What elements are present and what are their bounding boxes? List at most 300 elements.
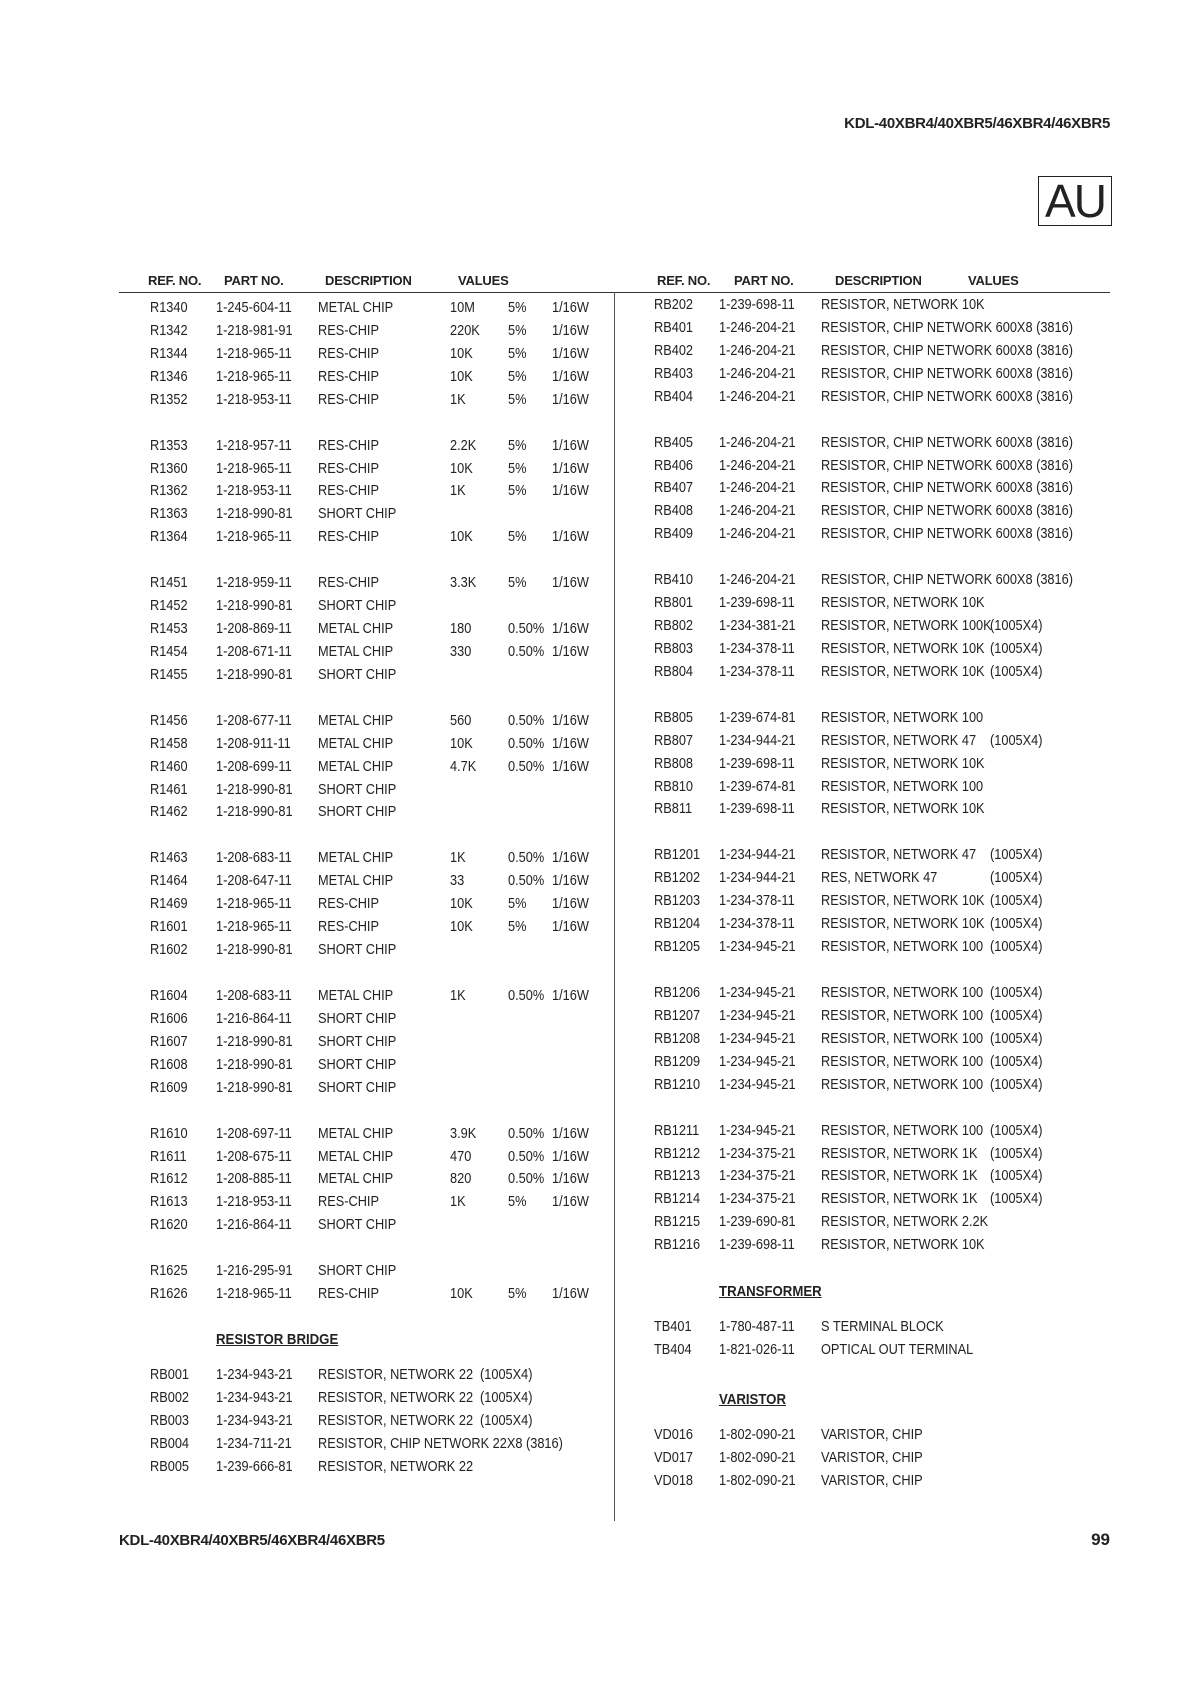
package: (1005X4) bbox=[990, 939, 1043, 955]
part-no: 1-218-990-81 bbox=[216, 1056, 293, 1073]
description: METAL CHIP bbox=[318, 850, 394, 867]
part-no: 1-208-869-11 bbox=[216, 621, 292, 637]
description: RESISTOR, NETWORK 47 bbox=[821, 732, 977, 749]
column-header-right-ref: REF. NO. bbox=[657, 273, 711, 288]
part-no: 1-246-204-21 bbox=[719, 503, 796, 520]
package: (1005X4) bbox=[990, 640, 1043, 657]
ref-no: RB1206 bbox=[654, 985, 701, 1001]
part-no: 1-246-204-21 bbox=[719, 457, 796, 474]
value: 220K bbox=[450, 322, 480, 339]
value: 33 bbox=[450, 873, 465, 890]
ref-no: R1458 bbox=[150, 735, 188, 752]
tolerance: 5% bbox=[508, 345, 527, 362]
ref-no: R1340 bbox=[150, 300, 188, 316]
part-no: 1-218-990-81 bbox=[216, 666, 293, 683]
part-no: 1-218-965-11 bbox=[216, 368, 292, 385]
rating: 1/16W bbox=[552, 460, 589, 477]
part-no: 1-218-953-11 bbox=[216, 1194, 292, 1211]
rating: 1/16W bbox=[552, 575, 589, 592]
description: METAL CHIP bbox=[318, 712, 394, 729]
ref-no: RB1209 bbox=[654, 1053, 701, 1070]
description: RESISTOR, NETWORK 10K bbox=[821, 595, 985, 612]
value: 10M bbox=[450, 300, 475, 316]
package: (1005X4) bbox=[990, 732, 1043, 749]
description: METAL CHIP bbox=[318, 643, 394, 660]
ref-no: RB1204 bbox=[654, 916, 701, 933]
tolerance: 0.50% bbox=[508, 873, 545, 890]
description: METAL CHIP bbox=[318, 1171, 394, 1188]
ref-no: RB409 bbox=[654, 526, 694, 543]
part-no: 1-208-675-11 bbox=[216, 1148, 292, 1165]
description: VARISTOR, CHIP bbox=[821, 1472, 923, 1489]
ref-no: R1607 bbox=[150, 1033, 188, 1050]
tolerance: 5% bbox=[508, 896, 527, 913]
ref-no: R1363 bbox=[150, 506, 188, 523]
part-no: 1-239-698-11 bbox=[719, 801, 795, 818]
ref-no: RB402 bbox=[654, 342, 694, 359]
description: RES-CHIP bbox=[318, 1194, 379, 1211]
ref-no: RB404 bbox=[654, 388, 694, 405]
part-no: 1-234-943-21 bbox=[216, 1367, 293, 1383]
description: RESISTOR, NETWORK 1K bbox=[821, 1168, 978, 1185]
description: RESISTOR, NETWORK 10K bbox=[821, 755, 985, 772]
description: RESISTOR, CHIP NETWORK 600X8 (3816) bbox=[821, 319, 1073, 336]
ref-no: R1610 bbox=[150, 1125, 188, 1142]
ref-no: RB202 bbox=[654, 297, 694, 313]
value: 470 bbox=[450, 1148, 472, 1165]
ref-no: RB401 bbox=[654, 319, 694, 336]
package: (1005X4) bbox=[990, 1168, 1043, 1185]
part-no: 1-234-945-21 bbox=[719, 1030, 796, 1047]
description: RES-CHIP bbox=[318, 460, 379, 477]
description: RESISTOR, NETWORK 10K bbox=[821, 663, 985, 680]
ref-no: R1604 bbox=[150, 988, 188, 1004]
ref-no: RB403 bbox=[654, 365, 694, 382]
tolerance: 0.50% bbox=[508, 1148, 545, 1165]
ref-no: RB810 bbox=[654, 778, 694, 795]
part-no: 1-239-698-11 bbox=[719, 755, 795, 772]
description: RESISTOR, NETWORK 10K bbox=[821, 916, 985, 933]
value: 820 bbox=[450, 1171, 472, 1188]
column-header-left-part: PART NO. bbox=[224, 273, 284, 288]
page-number: 99 bbox=[1091, 1530, 1110, 1549]
part-no: 1-218-965-11 bbox=[216, 896, 292, 913]
description: RESISTOR, NETWORK 22 bbox=[318, 1367, 474, 1383]
description: RESISTOR, NETWORK 1K bbox=[821, 1145, 978, 1162]
description: SHORT CHIP bbox=[318, 1263, 397, 1280]
package: (1005X4) bbox=[990, 870, 1043, 887]
ref-no: RB807 bbox=[654, 732, 694, 749]
part-no: 1-234-375-21 bbox=[719, 1145, 796, 1162]
part-no: 1-218-990-81 bbox=[216, 942, 293, 958]
ref-no: RB808 bbox=[654, 755, 694, 772]
ref-no: R1455 bbox=[150, 666, 188, 683]
rating: 1/16W bbox=[552, 1171, 589, 1188]
rating: 1/16W bbox=[552, 712, 589, 729]
description: SHORT CHIP bbox=[318, 781, 397, 798]
value: 3.9K bbox=[450, 1125, 477, 1142]
description: SHORT CHIP bbox=[318, 804, 397, 821]
part-no: 1-802-090-21 bbox=[719, 1472, 796, 1489]
description: METAL CHIP bbox=[318, 873, 394, 890]
tolerance: 5% bbox=[508, 460, 527, 477]
part-no: 1-246-204-21 bbox=[719, 342, 796, 359]
part-no: 1-208-697-11 bbox=[216, 1125, 292, 1142]
part-no: 1-218-957-11 bbox=[216, 437, 292, 454]
part-no: 1-234-375-21 bbox=[719, 1168, 796, 1185]
ref-no: R1609 bbox=[150, 1079, 188, 1096]
ref-no: RB804 bbox=[654, 663, 694, 680]
ref-no: RB1205 bbox=[654, 939, 701, 955]
part-no: 1-218-953-11 bbox=[216, 483, 292, 500]
ref-no: R1352 bbox=[150, 391, 188, 408]
description: RESISTOR, NETWORK 100 bbox=[821, 1007, 984, 1024]
part-no: 1-234-943-21 bbox=[216, 1389, 293, 1406]
value: 1K bbox=[450, 1194, 466, 1211]
ref-no: RB805 bbox=[654, 709, 694, 726]
description: RESISTOR, NETWORK 100 bbox=[821, 1122, 984, 1139]
description: S TERMINAL BLOCK bbox=[821, 1319, 944, 1335]
ref-no: R1463 bbox=[150, 850, 188, 867]
rating: 1/16W bbox=[552, 1125, 589, 1142]
part-no: 1-218-965-11 bbox=[216, 460, 292, 477]
description: RES-CHIP bbox=[318, 322, 379, 339]
rating: 1/16W bbox=[552, 483, 589, 500]
rating: 1/16W bbox=[552, 391, 589, 408]
ref-no: R1452 bbox=[150, 598, 188, 615]
part-no: 1-234-945-21 bbox=[719, 939, 796, 955]
rating: 1/16W bbox=[552, 621, 589, 637]
ref-no: R1625 bbox=[150, 1263, 188, 1280]
rating: 1/16W bbox=[552, 1286, 589, 1303]
description: SHORT CHIP bbox=[318, 1010, 397, 1027]
description: SHORT CHIP bbox=[318, 1217, 397, 1234]
part-no: 1-239-674-81 bbox=[719, 778, 796, 795]
ref-no: R1611 bbox=[150, 1148, 187, 1165]
rating: 1/16W bbox=[552, 988, 589, 1004]
tolerance: 5% bbox=[508, 919, 527, 936]
part-no: 1-239-698-11 bbox=[719, 297, 795, 313]
description: SHORT CHIP bbox=[318, 598, 397, 615]
package: (1005X4) bbox=[480, 1367, 533, 1383]
ref-no: RB802 bbox=[654, 618, 694, 634]
value: 10K bbox=[450, 735, 473, 752]
part-no: 1-239-690-81 bbox=[719, 1214, 796, 1231]
ref-no: RB801 bbox=[654, 595, 694, 612]
description: RESISTOR, CHIP NETWORK 600X8 (3816) bbox=[821, 388, 1073, 405]
value: 1K bbox=[450, 483, 466, 500]
ref-no: RB001 bbox=[150, 1367, 190, 1383]
tolerance: 0.50% bbox=[508, 643, 545, 660]
part-no: 1-245-604-11 bbox=[216, 300, 292, 316]
ref-no: RB1211 bbox=[654, 1122, 700, 1139]
rating: 1/16W bbox=[552, 919, 589, 936]
description: RESISTOR, NETWORK 10K bbox=[821, 640, 985, 657]
part-no: 1-208-683-11 bbox=[216, 988, 292, 1004]
ref-no: R1456 bbox=[150, 712, 188, 729]
part-no: 1-218-959-11 bbox=[216, 575, 292, 592]
part-no: 1-218-965-11 bbox=[216, 1286, 292, 1303]
tolerance: 0.50% bbox=[508, 758, 545, 775]
ref-no: R1613 bbox=[150, 1194, 188, 1211]
rating: 1/16W bbox=[552, 368, 589, 385]
ref-no: R1451 bbox=[150, 575, 188, 592]
rating: 1/16W bbox=[552, 873, 589, 890]
value: 560 bbox=[450, 712, 472, 729]
package: (1005X4) bbox=[990, 1076, 1043, 1093]
description: METAL CHIP bbox=[318, 1125, 394, 1142]
tolerance: 5% bbox=[508, 437, 527, 454]
part-no: 1-208-677-11 bbox=[216, 712, 292, 729]
description: RESISTOR, NETWORK 100 bbox=[821, 1053, 984, 1070]
package: (1005X4) bbox=[480, 1389, 533, 1406]
section-title-transformer: TRANSFORMER bbox=[719, 1283, 822, 1300]
ref-no: RB1207 bbox=[654, 1007, 701, 1024]
part-no: 1-246-204-21 bbox=[719, 388, 796, 405]
description: RESISTOR, NETWORK 100K bbox=[821, 618, 992, 634]
description: RESISTOR, CHIP NETWORK 600X8 (3816) bbox=[821, 480, 1073, 497]
rating: 1/16W bbox=[552, 896, 589, 913]
value: 10K bbox=[450, 368, 473, 385]
part-no: 1-234-945-21 bbox=[719, 1053, 796, 1070]
column-header-right-desc: DESCRIPTION bbox=[835, 273, 922, 288]
ref-no: R1462 bbox=[150, 804, 188, 821]
part-no: 1-208-671-11 bbox=[216, 643, 292, 660]
value: 1K bbox=[450, 988, 466, 1004]
region-badge: AU bbox=[1038, 176, 1112, 226]
part-no: 1-208-683-11 bbox=[216, 850, 292, 867]
ref-no: R1362 bbox=[150, 483, 188, 500]
description: METAL CHIP bbox=[318, 758, 394, 775]
rating: 1/16W bbox=[552, 529, 589, 546]
package: (1005X4) bbox=[990, 893, 1043, 910]
ref-no: R1344 bbox=[150, 345, 188, 362]
ref-no: R1602 bbox=[150, 942, 188, 958]
rating: 1/16W bbox=[552, 758, 589, 775]
tolerance: 5% bbox=[508, 575, 527, 592]
description: OPTICAL OUT TERMINAL bbox=[821, 1341, 974, 1358]
part-no: 1-234-378-11 bbox=[719, 663, 795, 680]
description: RES, NETWORK 47 bbox=[821, 870, 938, 887]
ref-no: RB405 bbox=[654, 434, 694, 451]
value: 10K bbox=[450, 1286, 473, 1303]
value: 10K bbox=[450, 460, 473, 477]
part-no: 1-246-204-21 bbox=[719, 434, 796, 451]
description: RES-CHIP bbox=[318, 483, 379, 500]
description: RESISTOR, NETWORK 100 bbox=[821, 985, 984, 1001]
ref-no: RB005 bbox=[150, 1458, 190, 1475]
part-no: 1-216-864-11 bbox=[216, 1217, 292, 1234]
part-no: 1-239-666-81 bbox=[216, 1458, 293, 1475]
tolerance: 5% bbox=[508, 1194, 527, 1211]
package: (1005X4) bbox=[990, 847, 1043, 864]
description: RESISTOR, NETWORK 10K bbox=[821, 893, 985, 910]
description: RESISTOR, NETWORK 100 bbox=[821, 939, 984, 955]
part-no: 1-246-204-21 bbox=[719, 365, 796, 382]
description: SHORT CHIP bbox=[318, 1056, 397, 1073]
rating: 1/16W bbox=[552, 1194, 589, 1211]
ref-no: TB404 bbox=[654, 1341, 692, 1358]
description: RES-CHIP bbox=[318, 529, 379, 546]
description: METAL CHIP bbox=[318, 300, 394, 316]
description: RES-CHIP bbox=[318, 345, 379, 362]
package: (1005X4) bbox=[990, 1053, 1043, 1070]
column-header-right-part: PART NO. bbox=[734, 273, 794, 288]
package: (1005X4) bbox=[990, 1122, 1043, 1139]
part-no: 1-218-965-11 bbox=[216, 529, 292, 546]
description: RESISTOR, NETWORK 22 bbox=[318, 1412, 474, 1429]
rating: 1/16W bbox=[552, 735, 589, 752]
part-no: 1-208-885-11 bbox=[216, 1171, 292, 1188]
ref-no: RB803 bbox=[654, 640, 694, 657]
rating: 1/16W bbox=[552, 643, 589, 660]
description: VARISTOR, CHIP bbox=[821, 1427, 923, 1443]
ref-no: R1454 bbox=[150, 643, 188, 660]
part-no: 1-234-943-21 bbox=[216, 1412, 293, 1429]
part-no: 1-234-711-21 bbox=[216, 1435, 292, 1452]
part-no: 1-234-944-21 bbox=[719, 847, 796, 864]
description: RESISTOR, CHIP NETWORK 600X8 (3816) bbox=[821, 342, 1073, 359]
ref-no: RB1202 bbox=[654, 870, 701, 887]
part-no: 1-234-945-21 bbox=[719, 985, 796, 1001]
ref-no: RB004 bbox=[150, 1435, 190, 1452]
column-header-left-ref: REF. NO. bbox=[148, 273, 202, 288]
tolerance: 5% bbox=[508, 529, 527, 546]
rating: 1/16W bbox=[552, 300, 589, 316]
part-no: 1-218-990-81 bbox=[216, 598, 293, 615]
part-no: 1-246-204-21 bbox=[719, 526, 796, 543]
description: VARISTOR, CHIP bbox=[821, 1449, 923, 1466]
column-header-left-values: VALUES bbox=[458, 273, 509, 288]
part-no: 1-216-295-91 bbox=[216, 1263, 293, 1280]
part-no: 1-234-378-11 bbox=[719, 893, 795, 910]
description: RESISTOR, NETWORK 1K bbox=[821, 1191, 978, 1208]
tolerance: 5% bbox=[508, 322, 527, 339]
description: RESISTOR, CHIP NETWORK 600X8 (3816) bbox=[821, 572, 1073, 589]
description: RESISTOR, CHIP NETWORK 600X8 (3816) bbox=[821, 434, 1073, 451]
value: 10K bbox=[450, 896, 473, 913]
rating: 1/16W bbox=[552, 850, 589, 867]
description: RESISTOR, NETWORK 10K bbox=[821, 297, 985, 313]
tolerance: 0.50% bbox=[508, 621, 545, 637]
ref-no: RB1201 bbox=[654, 847, 701, 864]
part-no: 1-218-990-81 bbox=[216, 781, 293, 798]
description: RES-CHIP bbox=[318, 437, 379, 454]
rating: 1/16W bbox=[552, 1148, 589, 1165]
description: RESISTOR, NETWORK 47 bbox=[821, 847, 977, 864]
tolerance: 0.50% bbox=[508, 850, 545, 867]
description: RESISTOR, NETWORK 10K bbox=[821, 801, 985, 818]
part-no: 1-234-944-21 bbox=[719, 870, 796, 887]
part-no: 1-218-990-81 bbox=[216, 804, 293, 821]
description: METAL CHIP bbox=[318, 1148, 394, 1165]
description: SHORT CHIP bbox=[318, 506, 397, 523]
section-title-resistor-bridge: RESISTOR BRIDGE bbox=[216, 1331, 339, 1348]
rating: 1/16W bbox=[552, 322, 589, 339]
part-no: 1-234-378-11 bbox=[719, 916, 795, 933]
description: RES-CHIP bbox=[318, 575, 379, 592]
description: RESISTOR, NETWORK 10K bbox=[821, 1237, 985, 1254]
part-no: 1-780-487-11 bbox=[719, 1319, 795, 1335]
part-no: 1-802-090-21 bbox=[719, 1427, 796, 1443]
part-no: 1-239-698-11 bbox=[719, 595, 795, 612]
ref-no: R1464 bbox=[150, 873, 188, 890]
ref-no: RB003 bbox=[150, 1412, 190, 1429]
part-no: 1-234-945-21 bbox=[719, 1076, 796, 1093]
ref-no: RB1215 bbox=[654, 1214, 701, 1231]
value: 1K bbox=[450, 391, 466, 408]
ref-no: R1469 bbox=[150, 896, 188, 913]
ref-no: R1364 bbox=[150, 529, 188, 546]
package: (1005X4) bbox=[990, 618, 1043, 634]
value: 4.7K bbox=[450, 758, 477, 775]
part-no: 1-216-864-11 bbox=[216, 1010, 292, 1027]
description: RESISTOR, CHIP NETWORK 600X8 (3816) bbox=[821, 457, 1073, 474]
ref-no: R1461 bbox=[150, 781, 188, 798]
ref-no: RB1216 bbox=[654, 1237, 701, 1254]
part-no: 1-218-965-11 bbox=[216, 919, 292, 936]
package: (1005X4) bbox=[990, 663, 1043, 680]
part-no: 1-208-911-11 bbox=[216, 735, 291, 752]
ref-no: R1612 bbox=[150, 1171, 188, 1188]
column-header-left-desc: DESCRIPTION bbox=[325, 273, 412, 288]
ref-no: R1353 bbox=[150, 437, 188, 454]
tolerance: 5% bbox=[508, 391, 527, 408]
description: RESISTOR, CHIP NETWORK 22X8 (3816) bbox=[318, 1435, 563, 1452]
tolerance: 5% bbox=[508, 300, 527, 316]
model-header: KDL-40XBR4/40XBR5/46XBR4/46XBR5 bbox=[844, 115, 1110, 132]
ref-no: R1626 bbox=[150, 1286, 188, 1303]
ref-no: RB406 bbox=[654, 457, 694, 474]
part-no: 1-821-026-11 bbox=[719, 1341, 795, 1358]
ref-no: RB1208 bbox=[654, 1030, 701, 1047]
ref-no: R1606 bbox=[150, 1010, 188, 1027]
part-no: 1-246-204-21 bbox=[719, 319, 796, 336]
part-no: 1-208-699-11 bbox=[216, 758, 292, 775]
tolerance: 0.50% bbox=[508, 1125, 545, 1142]
part-no: 1-218-990-81 bbox=[216, 1033, 293, 1050]
part-no: 1-239-674-81 bbox=[719, 709, 796, 726]
ref-no: R1601 bbox=[150, 919, 188, 936]
description: RES-CHIP bbox=[318, 391, 379, 408]
tolerance: 0.50% bbox=[508, 735, 545, 752]
description: RES-CHIP bbox=[318, 919, 379, 936]
ref-no: R1360 bbox=[150, 460, 188, 477]
ref-no: RB1213 bbox=[654, 1168, 701, 1185]
value: 2.2K bbox=[450, 437, 477, 454]
ref-no: VD017 bbox=[654, 1449, 694, 1466]
ref-no: RB408 bbox=[654, 503, 694, 520]
ref-no: RB811 bbox=[654, 801, 693, 818]
part-no: 1-234-945-21 bbox=[719, 1122, 796, 1139]
part-no: 1-246-204-21 bbox=[719, 572, 796, 589]
ref-no: VD018 bbox=[654, 1472, 694, 1489]
ref-no: R1460 bbox=[150, 758, 188, 775]
package: (1005X4) bbox=[990, 1191, 1043, 1208]
part-no: 1-218-990-81 bbox=[216, 1079, 293, 1096]
ref-no: R1346 bbox=[150, 368, 188, 385]
value: 3.3K bbox=[450, 575, 477, 592]
part-no: 1-246-204-21 bbox=[719, 480, 796, 497]
section-title-varistor: VARISTOR bbox=[719, 1391, 786, 1408]
ref-no: VD016 bbox=[654, 1427, 694, 1443]
description: SHORT CHIP bbox=[318, 1033, 397, 1050]
part-no: 1-234-375-21 bbox=[719, 1191, 796, 1208]
part-no: 1-218-990-81 bbox=[216, 506, 293, 523]
part-no: 1-218-981-91 bbox=[216, 322, 293, 339]
description: RESISTOR, CHIP NETWORK 600X8 (3816) bbox=[821, 526, 1073, 543]
tolerance: 5% bbox=[508, 1286, 527, 1303]
